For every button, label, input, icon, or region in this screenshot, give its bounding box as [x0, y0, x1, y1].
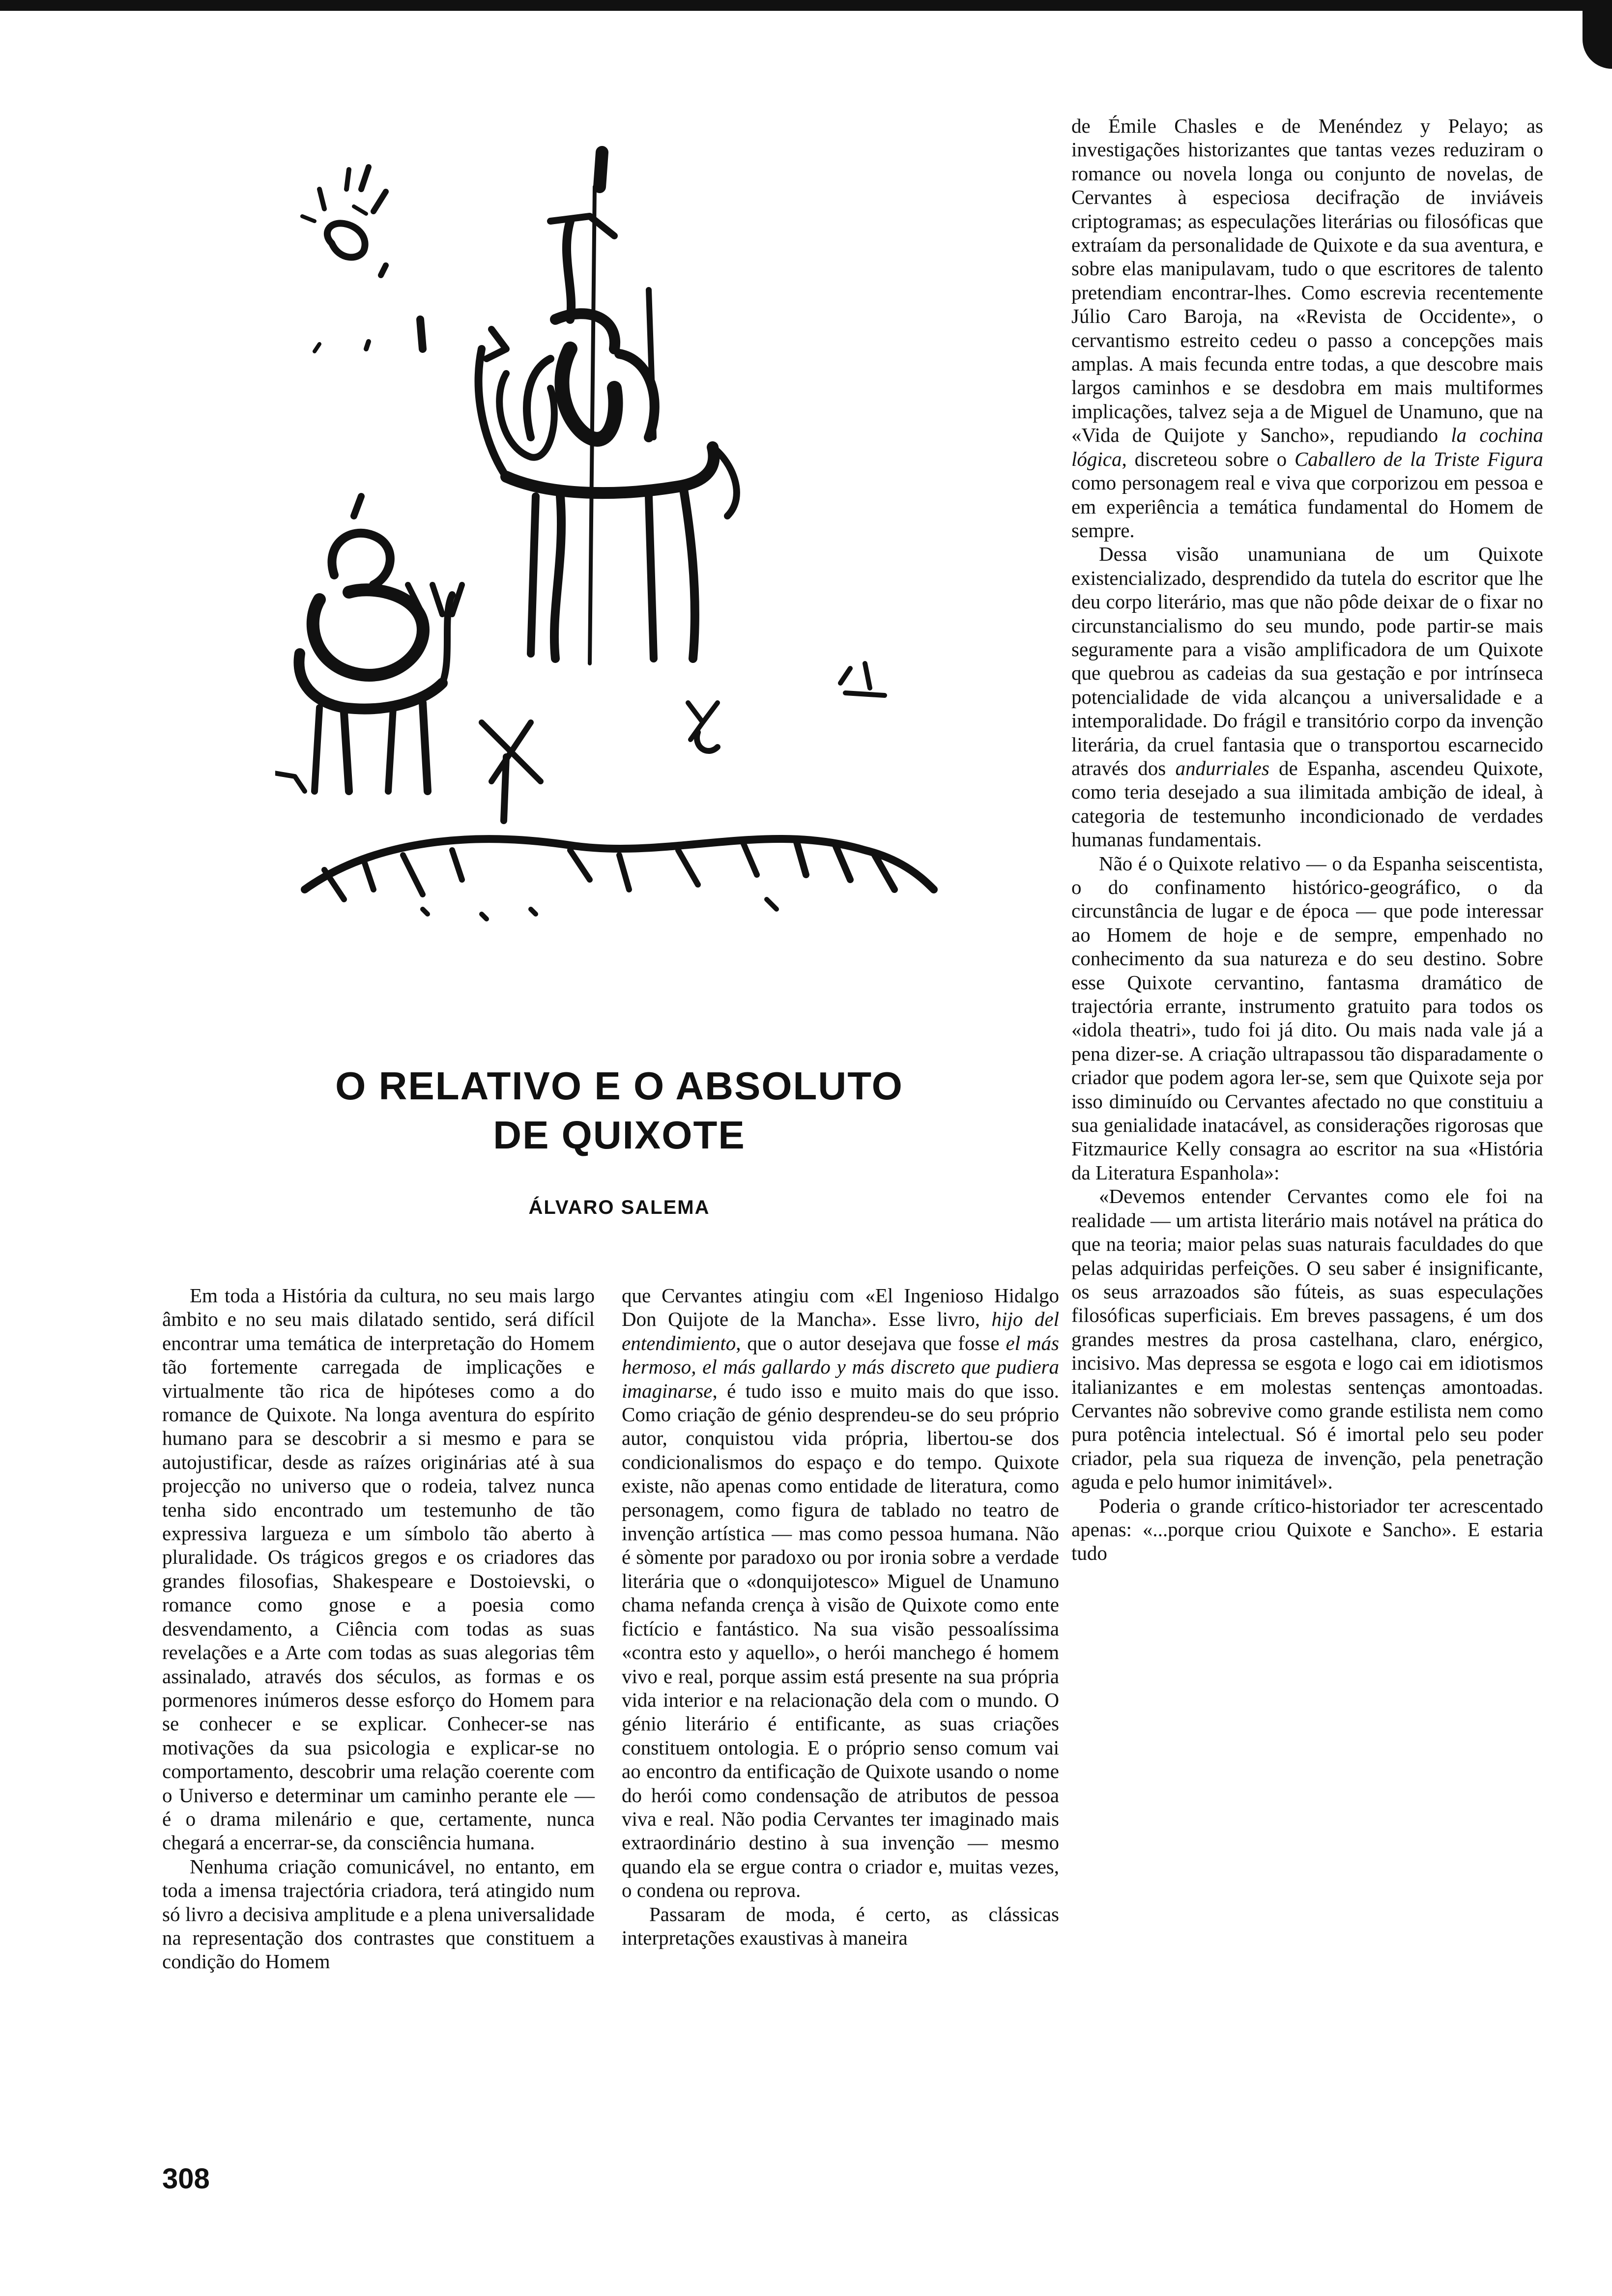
- don-quixote-sancho-sketch-icon: [275, 143, 963, 1027]
- text-run: de Espanha, ascendeu Quixote, como teria desejado a sua ilimitada ambição de ideal, à categoria de testemunho incondicionado de verdades humanas fundamentais.: [1071, 756, 1543, 851]
- quote-paragraph: «Devemos entender Cervantes como ele foi na realidade — um artista literário mais notável na prática do que na teoria; maior pelas suas naturais faculdades do que pelas adquiridas perfeições. O seu saber é insignificante, os seus arrazoados são fúteis, as suas especulações filosóficas superficiais. Em breves passagens, é um dos grandes mestres da prosa castelhana, claro, enérgico, incisivo. Mas depressa se esgota e logo cai em idiotismos italianizantes e em molestas sentenças amontoadas. Cervantes não sobrevive como grande estilista nem como pura potência intelectual. Só é imortal pelo seu poder criador, pela sua riqueza de invenção, pela penetração aguda e pelo humor inimitável».: [1071, 1185, 1543, 1493]
- text-run: como personagem real e viva que corporizou em pessoa e em experiência a temática fundamental do Homem de sempre.: [1071, 471, 1543, 542]
- text-run: , é tudo isso e muito mais do que isso. Como criação de génio desprendeu-se do seu próprio autor, conquistou vida própria, libertou-se dos condicionalismos do espaço e do tempo. Quixote existe, não apenas como entidade de literatura, como personagem, como figura de tablado no teatro de invenção artística — mas como pessoa humana. Não é sòmente por paradoxo ou por ironia sobre a verdade literária que o «donquijotesco» Miguel de Unamuno chama nefanda crença à visão de Quixote como ente fictício e fantástico. Na sua visão pessoalíssima «contra esto y aquello», o herói manchego é homem vivo e real, porque assim está presente na sua própria vida interior e na relacionação dela com o mundo. O génio literário é entificante, as suas criações constituem ontologia. E o próprio senso comum vai ao encontro da entificação de Quixote usando o nome do herói como condensação de atributos de pessoa viva e real. Não podia Cervantes ter imaginado mais extraordinário destino à sua invenção — mesmo quando ela se ergue contra o criador e, muitas vezes, o condena ou reprova.: [622, 1379, 1059, 1902]
- page-edge-corner: [1583, 0, 1612, 69]
- text-run: , discreteou sobre o: [1122, 447, 1295, 470]
- italic-text: andurriales: [1175, 756, 1269, 779]
- page-number: 308: [162, 2163, 210, 2195]
- article-author: ÁLVARO SALEMA: [528, 1197, 710, 1218]
- paragraph: Poderia o grande crítico-historiador ter acrescentado apenas: «...porque criou Quixote e Sancho». E estaria tudo: [1071, 1494, 1543, 1565]
- article-title: [275, 1062, 963, 1160]
- paragraph: Passaram de moda, é certo, as clássicas interpretações exaustivas à maneira: [622, 1902, 1059, 1949]
- italic-text: la cochina lógica: [1071, 424, 1543, 470]
- italic-text: hijo del entendimiento: [622, 1308, 1059, 1354]
- text-run: , que o autor desejava que fosse: [736, 1331, 1006, 1354]
- article-title-line-2: DE QUIXOTE: [493, 1113, 746, 1157]
- text-run: Dessa visão unamuniana de um Quixote existencializado, desprendido da tutela do escritor que lhe deu corpo literário, mas que não pôde deixar de o fixar no circunstancialismo do seu mundo, pode partir-se mais seguramente para a visão amplificadora de um Quixote que quebrou as cadeias da sua gestação e por intrínseca potencialidade de vida alcançou a universalidade e a intemporalidade. Do frágil e transitório corpo da invenção literária, da cruel fantasia que o transportou escarnecido através dos: [1071, 543, 1543, 779]
- paragraph: [622, 1284, 1059, 1902]
- page-edge-top: [0, 0, 1612, 11]
- paragraph: Nenhuma criação comunicável, no entanto, em toda a imensa trajectória criadora, terá atingido num só livro a decisiva amplitude e a plena universalidade na representação dos contrastes que constituem a condição do Homem: [162, 1855, 595, 1973]
- text-run: de Émile Chasles e de Menéndez y Pelayo; as investigações historizantes que tantas vezes reduziram o romance ou novela longa ou conjunto de novelas, de Cervantes à especiosa decifração de inviáveis criptogramas; as especulações literárias ou filosóficas que extraíam da personalidade de Quixote e da sua aventura, e sobre elas manipulavam, tudo o que escritores de talento pretendiam encontrar-lhes. Como escrevia recentemente Júlio Caro Baroja, na «Revista de Occidente», o cervantismo estreito cedeu o passo a concepções mais amplas. A mais fecunda entre todas, a que descobre mais largos caminhos e se desdobra em mais multiformes implicações, talvez seja a de Miguel de Unamuno, que na «Vida de Quijote y Sancho», repudiando: [1071, 115, 1543, 447]
- italic-text: Caballero de la Triste Figura: [1294, 447, 1544, 470]
- article-title-line-1: O RELATIVO E O ABSOLUTO: [335, 1064, 903, 1108]
- paragraph: [1071, 114, 1543, 542]
- paragraph: Não é o Quixote relativo — o da Espanha seiscentista, o do confinamento histórico-geográfico, o da circunstância de lugar e de época — que pode interessar ao Homem de hoje e de sempre, empenhado no conhecimento da sua natureza e do seu destino. Sobre esse Quixote cervantino, fantasma dramático de trajectória errante, instrumento gratuito para todos os «idola theatri», tudo foi já dito. Ou mais nada vale já a pena dizer-se. A criação ultrapassou tão disparadamente o criador que podem agora ler-se, sem que Quixote seja por isso diminuído ou Cervantes afectado no que constituiu a sua genialidade inatacável, as considerações rigorosas que Fitzmaurice Kelly consagra ao escritor na sua «História da Literatura Espanhola»:: [1071, 852, 1543, 1184]
- paragraph: [1071, 542, 1543, 851]
- paragraph: Em toda a História da cultura, no seu mais largo âmbito e no seu mais dilatado sentido, será difícil encontrar uma temática de interpretação do Homem tão fortemente carregada de implicações e virtualmente tão rica de hipóteses como a do romance de Quixote. Na longa aventura do espírito humano para se descobrir a si mesmo e para se autojustificar, desde as raízes originárias até à sua projecção no universo que o rodeia, talvez nunca tenha sido encontrado um testemunho de tão expressiva largueza e um símbolo tão aberto à pluralidade. Os trágicos gregos e os criadores das grandes filosofias, Shakespeare e Dostoievski, o romance como gnose e a poesia como desvendamento, a Ciência com todas as suas revelações e a Arte com todas as suas alegorias têm assinalado, através dos séculos, as formas e os pormenores inúmeros desse esforço do Homem para se conhecer e se explicar. Conhecer-se nas motivações da sua psicologia e explicar-se no comportamento, descobrir uma relação coerente com o Universo e determinar um caminho perante ele — é o drama milenário e que, certamente, nunca chegará a encerrar-se, da consciência humana.: [162, 1284, 595, 1854]
- text-column-left: [162, 1284, 595, 1974]
- text-column-right: [1071, 114, 1543, 1565]
- text-column-middle: [622, 1284, 1059, 1950]
- italic-text: el más hermoso, el más gallardo y más discreto que pudiera imaginarse: [622, 1331, 1059, 1402]
- text-run: que Cervantes atingiu com «El Ingenioso Hidalgo Don Quijote de la Mancha». Esse livro,: [622, 1284, 1059, 1331]
